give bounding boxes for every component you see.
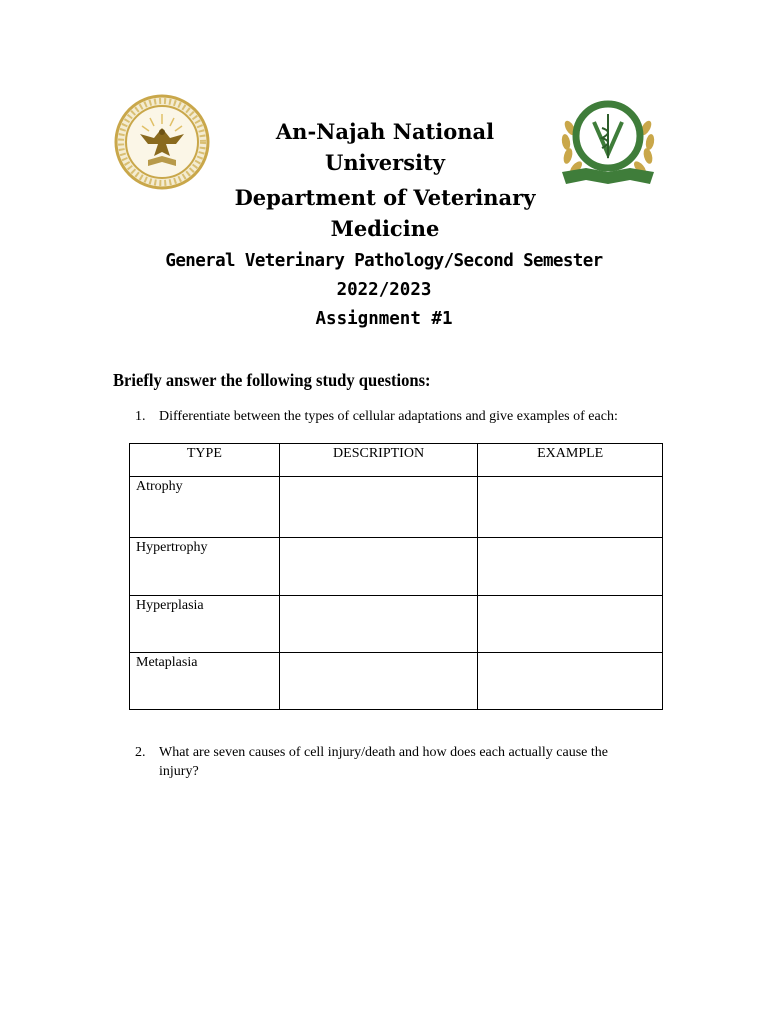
question-number: 1. (135, 409, 146, 424)
cellular-adaptations-table (129, 443, 663, 710)
description-cell[interactable] (279, 477, 478, 538)
header-description: DESCRIPTION (279, 444, 478, 477)
course-line: General Veterinary Pathology/Second Semester (165, 251, 603, 271)
description-cell[interactable] (279, 538, 478, 596)
type-cell: Atrophy (130, 477, 280, 538)
example-cell[interactable] (478, 596, 663, 653)
question-text: Differentiate between the types of cellular adaptations and give examples of each: (159, 409, 618, 424)
description-cell[interactable] (279, 653, 478, 710)
title-line-4: Medicine (330, 216, 440, 241)
table-row (130, 653, 663, 710)
example-cell[interactable] (478, 538, 663, 596)
assignment-line: Assignment #1 (315, 309, 453, 329)
type-cell: Hypertrophy (130, 538, 280, 596)
title-line-1: An-Najah National (275, 119, 495, 144)
example-cell[interactable] (478, 653, 663, 710)
question-number: 2. (135, 745, 146, 760)
type-cell: Hyperplasia (130, 596, 280, 653)
course-info (100, 247, 668, 334)
header-type: TYPE (130, 444, 280, 477)
table-header-row (130, 444, 663, 477)
description-cell[interactable] (279, 596, 478, 653)
example-cell[interactable] (478, 477, 663, 538)
header-example: EXAMPLE (478, 444, 663, 477)
table-row (130, 477, 663, 538)
table-row (130, 596, 663, 653)
year-line: 2022/2023 (336, 280, 432, 300)
question-text (159, 743, 608, 781)
title-line-2: University (325, 150, 445, 175)
title-line-3: Department of Veterinary (234, 185, 536, 210)
question-text-line-2: injury? (159, 764, 199, 779)
document-title (190, 116, 580, 244)
instructions-heading: Briefly answer the following study questions: (113, 370, 431, 390)
type-cell: Metaplasia (130, 653, 280, 710)
table-row (130, 538, 663, 596)
question-text-line-1: What are seven causes of cell injury/death and how does each actually cause the (159, 745, 608, 760)
